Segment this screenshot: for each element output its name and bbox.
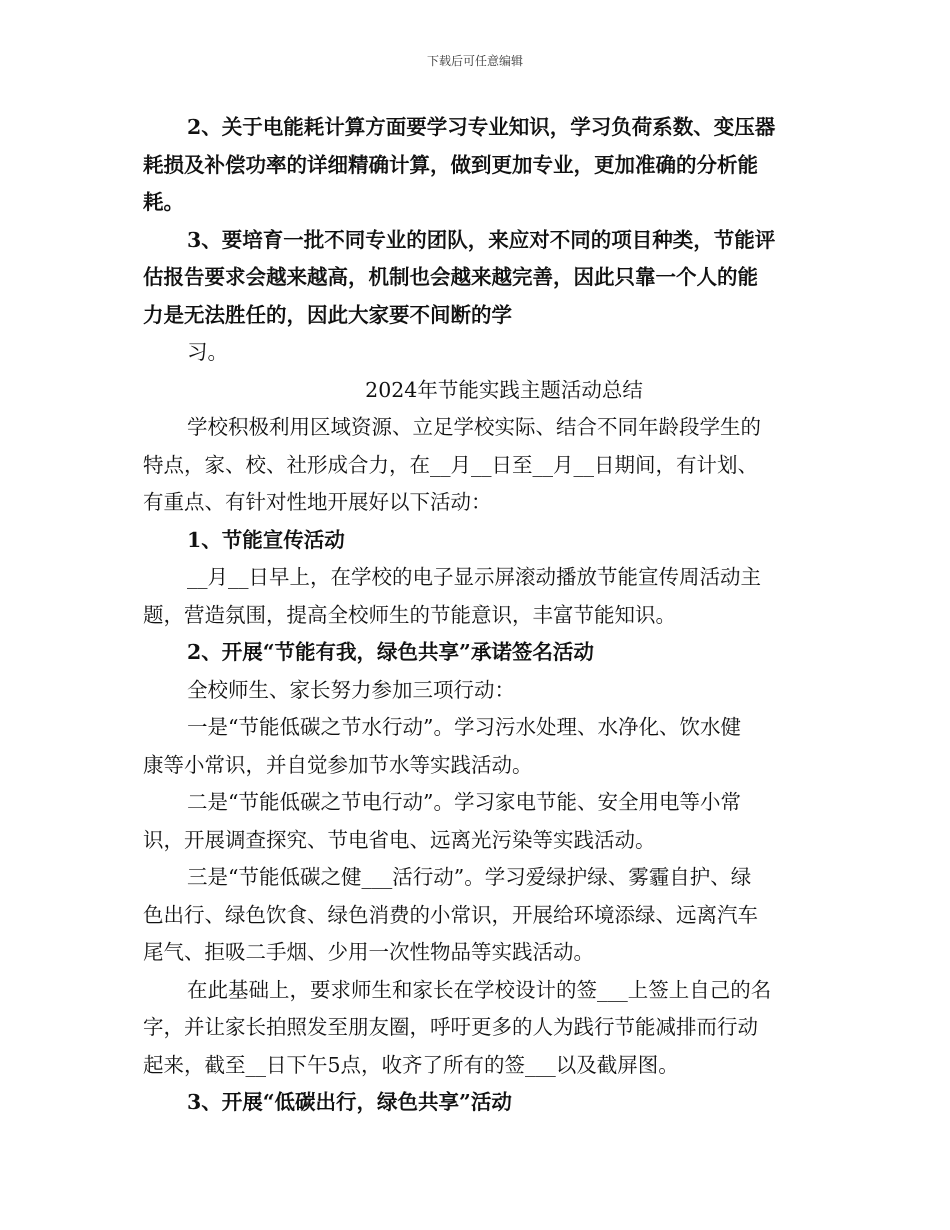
text-line: 二是“节能低碳之节电行动”。学习家电节能、安全用电等小常 [187,790,741,814]
text-line: 习。 [187,340,228,364]
text-line: __月__日早上，在学校的电子显示屏滚动播放节能宣传周活动主 [187,565,761,589]
section-title: 2024年节能实践主题活动总结 [365,377,643,402]
text-line: 学校积极利用区域资源、立足学校实际、结合不同年龄段学生的 [187,415,761,439]
text-line: 耗。 [143,190,184,214]
subheading: 3、开展“低碳出行，绿色共享”活动 [187,1090,512,1114]
text-line: 题，营造氛围，提高全校师生的节能意识，丰富节能知识。 [143,602,676,627]
document-body [143,109,813,1122]
text-line: 识，开展调查探究、节电省电、远离光污染等实践活动。 [143,827,656,852]
text-line: 字，并让家长拍照发至朋友圈，呼吁更多的人为践行节能减排而行动 [143,1015,758,1039]
text-line: 3、要培育一批不同专业的团队，来应对不同的项目种类，节能评 [187,227,776,252]
text-line: 一是“节能低碳之节水行动”。学习污水处理、水净化、饮水健 [187,715,741,739]
page-header-note: 下载后可任意编辑 [426,54,523,68]
text-line: 色出行、绿色饮食、绿色消费的小常识，开展给环境添绿、远离汽车 [143,902,758,927]
text-line: 估报告要求会越来越高，机制也会越来越完善，因此只靠一个人的能 [143,265,758,289]
text-line: 尾气、拒吸二手烟、少用一次性物品等实践活动。 [143,940,594,964]
text-line: 力是无法胜任的，因此大家要不间断的学 [143,302,512,327]
text-line: 2、关于电能耗计算方面要学习专业知识，学习负荷系数、变压器 [187,115,776,139]
text-line: 在此基础上，要求师生和家长在学校设计的签___上签上自己的名 [187,977,772,1002]
text-line: 特点，家、校、社形成合力，在__月__日至__月__日期间，有计划、 [143,452,758,477]
subheading: 1、节能宣传活动 [187,527,345,552]
text-line: 有重点、有针对性地开展好以下活动： [143,490,492,514]
text-line: 起来，截至__日下午5点，收齐了所有的签___以及截屏图。 [143,1052,679,1077]
text-line: 耗损及补偿功率的详细精确计算，做到更加专业，更加准确的分析能 [143,152,758,177]
text-line: 全校师生、家长努力参加三项行动： [187,677,515,702]
text-line: 三是“节能低碳之健___活行动”。学习爱绿护绿、雾霾自护、绿 [187,865,752,889]
subheading: 2、开展“节能有我，绿色共享”承诺签名活动 [187,640,594,664]
text-line: 康等小常识，并自觉参加节水等实践活动。 [143,752,533,777]
